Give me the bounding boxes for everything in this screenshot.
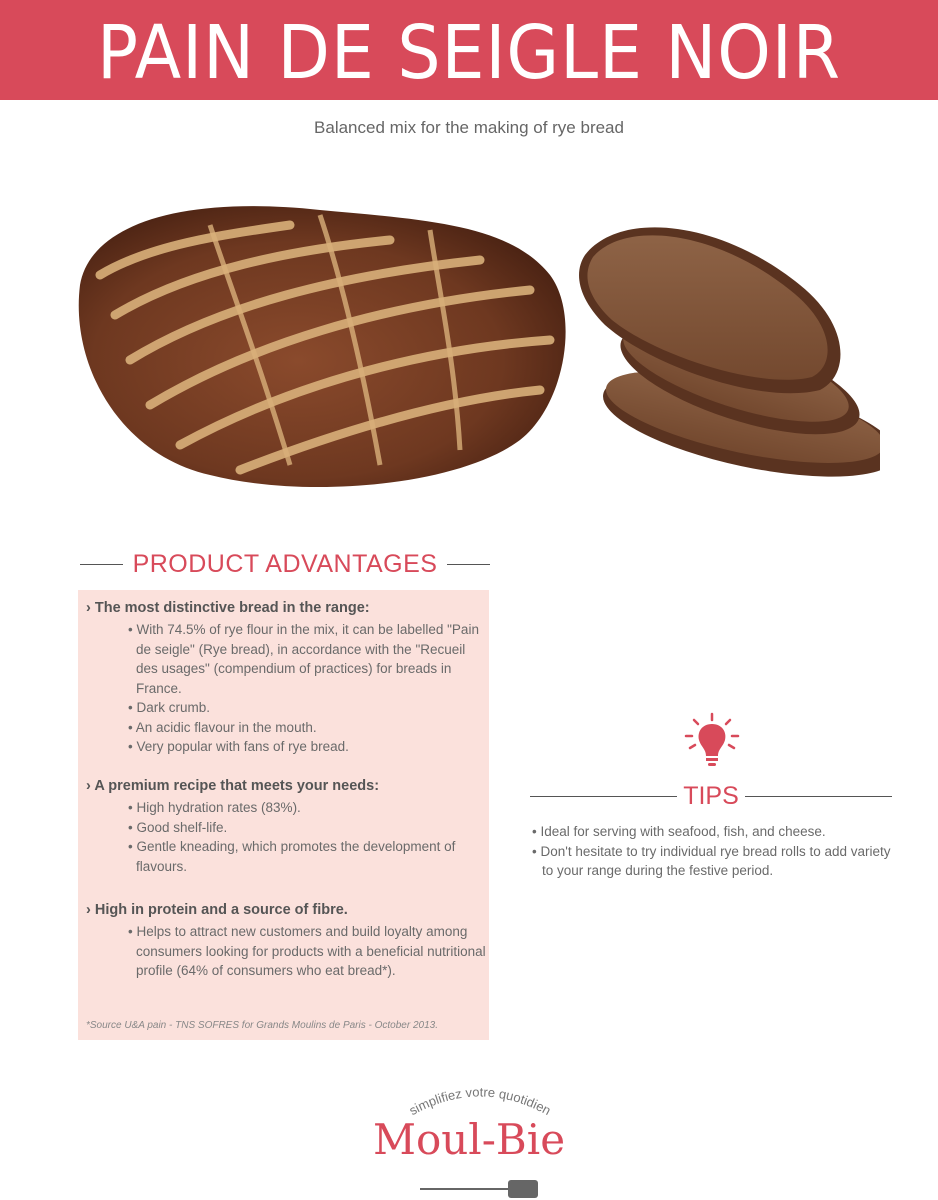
lightbulb-icon (682, 712, 742, 768)
list-item: • Dark crumb. (126, 698, 486, 718)
list-item: • Don't hesitate to try individual rye bread rolls to add variety to your range during the festive period. (530, 842, 900, 881)
advantage-group-title: › The most distinctive bread in the range: (86, 600, 370, 616)
advantage-group-title: › High in protein and a source of fibre. (86, 902, 348, 918)
tips-list (530, 822, 900, 881)
list-item: • With 74.5% of rye flour in the mix, it can be labelled "Pain de seigle" (Rye bread), in accordance with the "Recueil des usages" (compendium of practices) for breads in France. (126, 620, 486, 698)
advantage-list (126, 620, 486, 757)
page-subtitle: Balanced mix for the making of rye bread (314, 118, 624, 137)
list-item: • Gentle kneading, which promotes the development of flavours. (126, 837, 486, 876)
heading-rule-left (530, 796, 677, 797)
heading-rule-right (447, 564, 490, 565)
tips-heading (530, 780, 892, 812)
list-item: • Helps to attract new customers and build loyalty among consumers looking for products with a beneficial nutritional profile (64% of consumers who eat bread*). (126, 922, 486, 981)
advantages-heading (80, 546, 490, 582)
advantages-heading-label: PRODUCT ADVANTAGES (132, 549, 438, 578)
page-title: PAIN DE SEIGLE NOIR (96, 10, 842, 96)
brand-tagline-text: simplifiez votre quotidien (406, 1084, 554, 1119)
svg-text:simplifiez votre quotidien (407, 1084, 554, 1118)
heading-rule-right (745, 796, 892, 797)
tips-heading-label: TIPS (683, 781, 739, 810)
advantages-box (78, 590, 489, 1040)
heading-rule-left (80, 564, 123, 565)
brand-logo: Moul-Bie (372, 1115, 566, 1164)
advantage-group-title: › A premium recipe that meets your needs: (86, 778, 380, 794)
list-item: • Ideal for serving with seafood, fish, and cheese. (530, 822, 900, 842)
list-item: • Good shelf-life. (126, 818, 486, 838)
list-item: • High hydration rates (83%). (126, 798, 486, 818)
list-item: • Very popular with fans of rye bread. (126, 737, 486, 757)
source-footnote: *Source U&A pain - TNS SOFRES for Grands Moulins de Paris - October 2013. (86, 1020, 438, 1031)
advantage-list (126, 922, 486, 981)
advantage-list (126, 798, 486, 876)
rye-bread-image (60, 165, 880, 510)
list-item: • An acidic flavour in the mouth. (126, 718, 486, 738)
bakery-peel-icon (420, 1178, 540, 1200)
